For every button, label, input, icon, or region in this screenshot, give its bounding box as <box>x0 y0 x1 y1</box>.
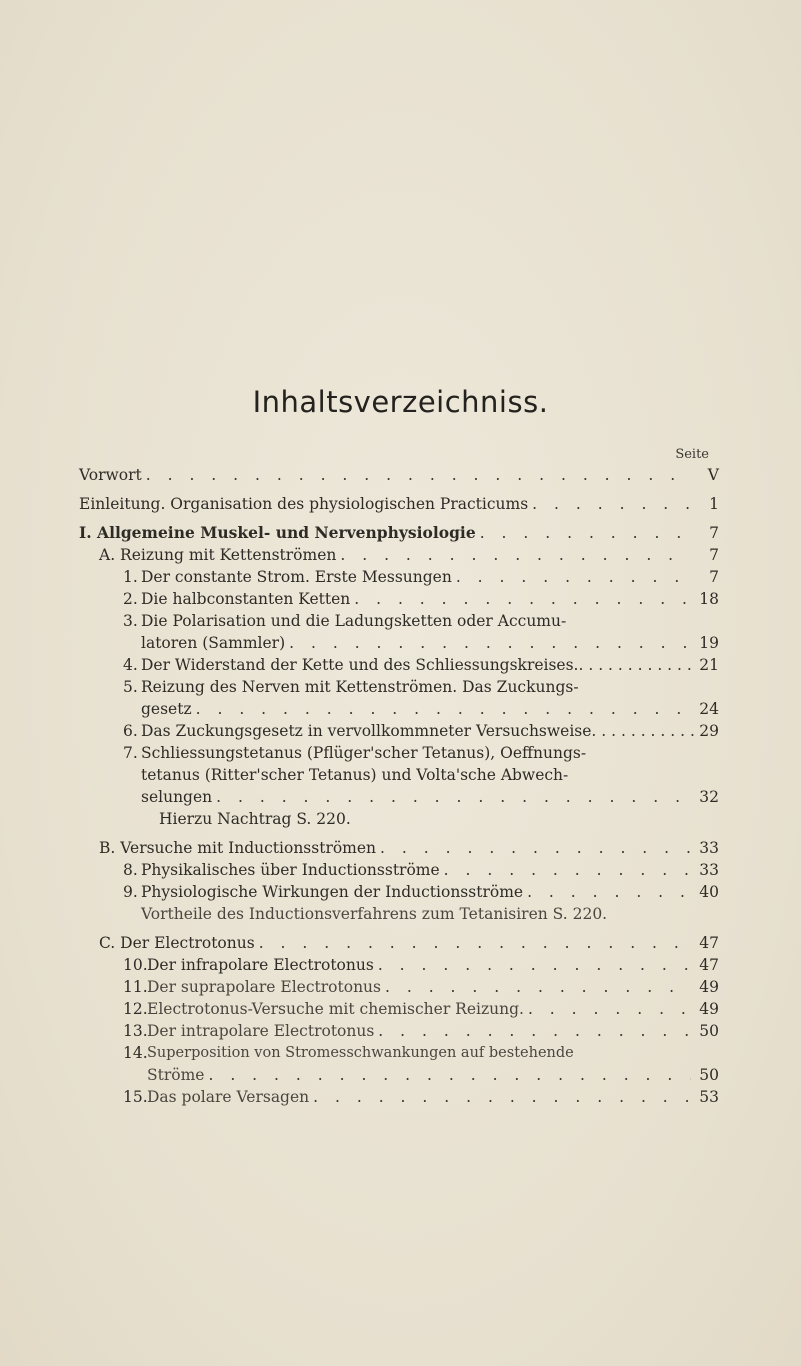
toc-section-a <box>79 544 719 566</box>
toc-page-number: 49 <box>699 1000 719 1018</box>
dot-leader <box>532 493 691 515</box>
toc-page-number: 40 <box>699 883 719 901</box>
toc-page-number: 50 <box>699 1066 719 1084</box>
dot-leader <box>196 698 691 720</box>
toc-entry-7 <box>79 742 719 830</box>
toc-entry-8 <box>79 859 719 881</box>
dot-leader <box>480 522 691 544</box>
toc-page-number: 7 <box>709 524 719 542</box>
toc-page-number: 33 <box>699 861 719 879</box>
toc-entry-15 <box>79 1086 719 1108</box>
toc-page-number: V <box>707 466 719 484</box>
toc-section-c <box>79 932 719 954</box>
toc-entry-2 <box>79 588 719 610</box>
toc-entry-5 <box>79 676 719 720</box>
entry-number: 11. <box>123 978 148 996</box>
toc-entry-text: Die halbconstanten Ketten <box>141 590 351 608</box>
toc-entry-text: gesetz <box>141 700 192 718</box>
toc-page-number: 7 <box>709 546 719 564</box>
entry-number: 10. <box>123 956 148 974</box>
entry-number: 15. <box>123 1088 148 1106</box>
toc-entry-text: Der suprapolare Electrotonus <box>147 978 381 996</box>
entry-number: 1. <box>123 568 138 586</box>
entry-number: 6. <box>123 722 138 740</box>
toc-entry-text: Der intrapolare Electrotonus <box>147 1022 375 1040</box>
toc-entry-text: Der Widerstand der Kette und des Schliessungskreises. <box>141 656 579 674</box>
toc-entry-text-line: Schliessungstetanus (Pflüger'scher Tetanus), Oeffnungs- <box>141 744 587 762</box>
toc-entry-text: Das polare Versagen <box>147 1088 310 1106</box>
toc-entry-text-line: Reizung des Nerven mit Kettenströmen. Das Zuckungs- <box>141 678 579 696</box>
dot-leader <box>456 566 691 588</box>
dot-leader <box>528 998 691 1020</box>
toc-entry-14 <box>79 1042 719 1086</box>
toc-entry-einleitung <box>79 493 719 515</box>
entry-number: 12. <box>123 1000 148 1018</box>
toc-entry-text: Einleitung. Organisation des physiologischen Practicums <box>79 495 529 513</box>
toc-entry-6 <box>79 720 719 742</box>
toc-entry-12 <box>79 998 719 1020</box>
toc-entry-text: Physikalisches über Inductionsströme <box>141 861 440 879</box>
dot-leader <box>313 1086 691 1108</box>
page-column-label: Seite <box>675 447 709 462</box>
toc-entry-text: selungen <box>141 788 213 806</box>
toc-page-number: 53 <box>699 1088 719 1106</box>
toc-entry-text: B. Versuche mit Inductionsströmen <box>99 839 377 857</box>
entry-number: 13. <box>123 1022 148 1040</box>
toc-page-number: 18 <box>699 590 719 608</box>
dot-leader <box>340 544 691 566</box>
toc-entry-3 <box>79 610 719 654</box>
toc-page-number: 50 <box>699 1022 719 1040</box>
entry-number: 8. <box>123 861 138 879</box>
entry-number: 5. <box>123 678 138 696</box>
toc-entry-text: Vorwort <box>79 466 142 484</box>
dot-leader <box>591 720 697 742</box>
dot-leader <box>354 588 691 610</box>
toc-entry-text: C. Der Electrotonus <box>99 934 255 952</box>
dot-leader <box>216 786 691 808</box>
toc-part-1 <box>79 522 719 544</box>
dot-leader <box>146 464 691 486</box>
toc-entry-text: Das Zuckungsgesetz in vervollkommneter Versuchsweise <box>141 722 592 740</box>
toc-entry-text: A. Reizung mit Kettenströmen <box>99 546 337 564</box>
toc-entry-note: Vortheile des Inductionsverfahrens zum Tetanisiren S. 220. <box>141 905 608 923</box>
toc-entry-text: I. Allgemeine Muskel- und Nervenphysiologie <box>79 523 476 542</box>
toc-section-b <box>79 837 719 859</box>
toc-entry-10 <box>79 954 719 976</box>
entry-number: 3. <box>123 612 138 630</box>
toc-entry-text: Der constante Strom. Erste Messungen <box>141 568 452 586</box>
toc-entry-text: latoren (Sammler) <box>141 634 286 652</box>
entry-number: 9. <box>123 883 138 901</box>
toc-entry-text: Physiologische Wirkungen der Inductionsströme <box>141 883 524 901</box>
entry-number: 7. <box>123 744 138 762</box>
dot-leader <box>289 632 691 654</box>
dot-leader <box>208 1064 691 1086</box>
toc-page-number: 21 <box>699 656 719 674</box>
toc-entry-vorwort <box>79 464 719 486</box>
dot-leader <box>380 837 691 859</box>
entry-number: 14. <box>123 1044 148 1062</box>
toc-entry-text-line: Superposition von Stromesschwankungen auf bestehende <box>147 1045 574 1061</box>
toc-entry-text-line: Die Polarisation und die Ladungsketten oder Accumu- <box>141 612 567 630</box>
toc-page-number: 32 <box>699 788 719 806</box>
dot-leader <box>378 954 691 976</box>
dot-leader <box>259 932 691 954</box>
dot-leader <box>579 654 698 676</box>
table-of-contents <box>79 464 719 1108</box>
toc-entry-text-line: tetanus (Ritter'scher Tetanus) und Volta'sche Abwech- <box>141 766 569 784</box>
toc-entry-text: Electrotonus-Versuche mit chemischer Reizung. <box>147 1000 524 1018</box>
toc-page-number: 19 <box>699 634 719 652</box>
toc-page-number: 49 <box>699 978 719 996</box>
toc-entry-13 <box>79 1020 719 1042</box>
page-title: Inhaltsverzeichniss. <box>252 385 549 419</box>
dot-leader <box>527 881 691 903</box>
toc-entry-11 <box>79 976 719 998</box>
toc-entry-note: Hierzu Nachtrag S. 220. <box>159 810 351 828</box>
toc-page-number: 47 <box>699 934 719 952</box>
toc-page-number: 29 <box>699 722 719 740</box>
toc-page-number: 7 <box>709 568 719 586</box>
entry-number: 4. <box>123 656 138 674</box>
toc-entry-text: Der infrapolare Electrotonus <box>147 956 374 974</box>
toc-page-number: 1 <box>709 495 719 513</box>
toc-entry-4 <box>79 654 719 676</box>
toc-page-number: 24 <box>699 700 719 718</box>
toc-page-number: 47 <box>699 956 719 974</box>
entry-number: 2. <box>123 590 138 608</box>
toc-entry-1 <box>79 566 719 588</box>
toc-entry-text: Ströme <box>147 1066 205 1084</box>
toc-page-number: 33 <box>699 839 719 857</box>
dot-leader <box>385 976 691 998</box>
toc-entry-9 <box>79 881 719 925</box>
dot-leader <box>444 859 691 881</box>
dot-leader <box>378 1020 691 1042</box>
